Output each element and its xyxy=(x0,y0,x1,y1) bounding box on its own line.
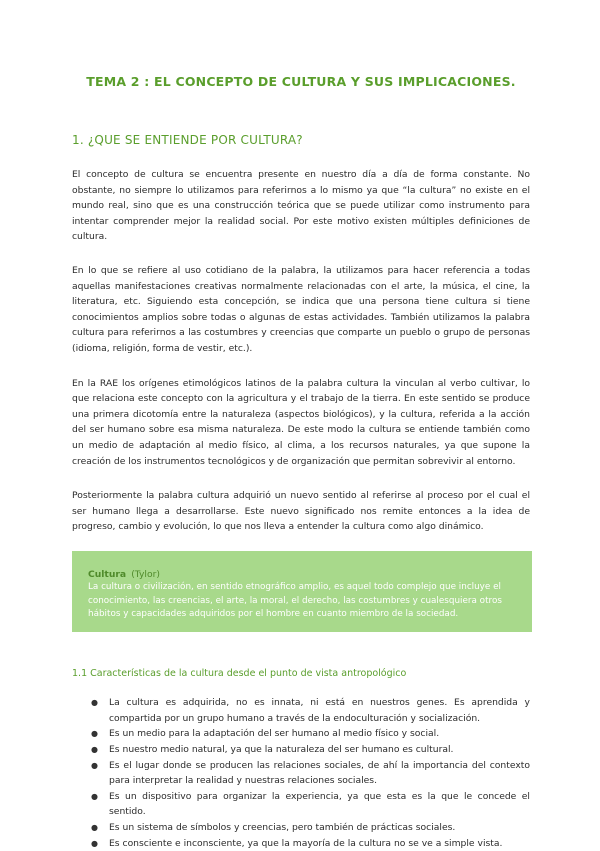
bullet-icon: ● xyxy=(91,760,98,770)
bullet-icon: ● xyxy=(91,838,98,848)
callout-header xyxy=(88,562,518,581)
paragraph: En lo que se refiere al uso cotidiano de la palabra, la utilizamos para hacer referencia a todas aquellas manifestaciones creativas normalmente relacionadas con el arte, la música, el cine, la literatura, etc. Siguiendo esta concepción, se indica que una persona tiene cultura si tiene conocimientos amplios sobre todas o algunas de estas actividades. También utilizamos la palabra cultura para referirnos a las costumbres y creencias que comparte un pueblo o grupo de personas (idioma, religión, forma de vestir, etc.). xyxy=(72,264,530,354)
characteristics-list xyxy=(72,695,530,851)
list-item-text: La cultura es adquirida, no es innata, ni está en nuestros genes. Es aprendida y compartida por un grupo humano a través de la endoculturación y socialización. xyxy=(109,697,530,724)
section-heading: 1. ¿QUE SE ENTIENDE POR CULTURA? xyxy=(72,133,303,147)
paragraph: Posteriormente la palabra cultura adquirió un nuevo sentido al referirse al proceso por el cual el ser humano llega a desarrollarse. Este nuevo significado nos remite entonces a la idea de progreso, cambio y evolución, lo que nos lleva a entender la cultura como algo dinámico. xyxy=(72,490,530,533)
bullet-icon: ● xyxy=(91,729,98,739)
callout-definition: La cultura o civilización, en sentido etnográfico amplio, es aquel todo complejo que incluye el conocimiento, las creencias, el arte, la moral, el derecho, las costumbres y cualesquiera otros hábitos y capacidades adquiridos por el hombre en cuanto miembro de la sociedad. xyxy=(88,581,502,620)
paragraph: El concepto de cultura se encuentra presente en nuestro día a día de forma constante. No obstante, no siempre lo utilizamos para referirnos a lo mismo ya que “la cultura” no existe en el mundo real, sino que es una construcción teórica que se puede utilizar como instrumento para intentar comprender mejor la realidad social. Por este motivo existen múltiples definiciones de cultura. xyxy=(72,169,530,243)
list-item-text: Es el lugar donde se producen las relaciones sociales, de ahí la importancia del contexto para interpretar la realidad y nuestras relaciones sociales. xyxy=(109,759,530,787)
subsection-heading: 1.1 Características de la cultura desde el punto de vista antropológico xyxy=(72,668,407,680)
bullet-icon: ● xyxy=(91,823,98,833)
list-item-text: Es nuestro medio natural, ya que la naturaleza del ser humano es cultural. xyxy=(109,744,454,756)
list-item xyxy=(91,820,530,835)
callout-author: (Tylor) xyxy=(131,568,160,580)
list-item xyxy=(91,695,530,726)
list-item xyxy=(91,836,530,851)
list-item xyxy=(91,742,530,757)
list-item-text: Es un dispositivo para organizar la experiencia, ya que esta es la que le concede el sentido. xyxy=(109,791,530,818)
list-item-text: Es consciente e inconsciente, ya que la mayoría de la cultura no se ve a simple vista. xyxy=(109,837,503,849)
paragraph: En la RAE los orígenes etimológicos latinos de la palabra cultura la vinculan al verbo cultivar, lo que relaciona este concepto con la agricultura y el trabajo de la tierra. En este sentido se produce una primera dicotomía entre la naturaleza (aspectos biológicos), y la cultura, referida a la acción del ser humano sobre esa misma naturaleza. De este modo la cultura se entiende también como un medio de adaptación al medio físico, al clima, a los recursos naturales, ya que supone la creación de los instrumentos tecnológicos y de organización que permitan sobrevivir al entorno. xyxy=(72,377,530,467)
list-item-text: Es un sistema de símbolos y creencias, pero también de prácticas sociales. xyxy=(109,822,456,834)
bullet-icon: ● xyxy=(91,792,98,802)
list-item xyxy=(91,758,530,789)
callout-term: Cultura xyxy=(88,568,127,580)
list-item-text: Es un medio para la adaptación del ser humano al medio físico y social. xyxy=(109,728,440,740)
list-item xyxy=(91,726,530,741)
definition-callout xyxy=(72,551,532,632)
bullet-icon: ● xyxy=(91,698,98,708)
bullet-icon: ● xyxy=(91,745,98,755)
list-item xyxy=(91,789,530,820)
document-title: TEMA 2 : EL CONCEPTO DE CULTURA Y SUS IMPLICACIONES. xyxy=(86,74,516,89)
